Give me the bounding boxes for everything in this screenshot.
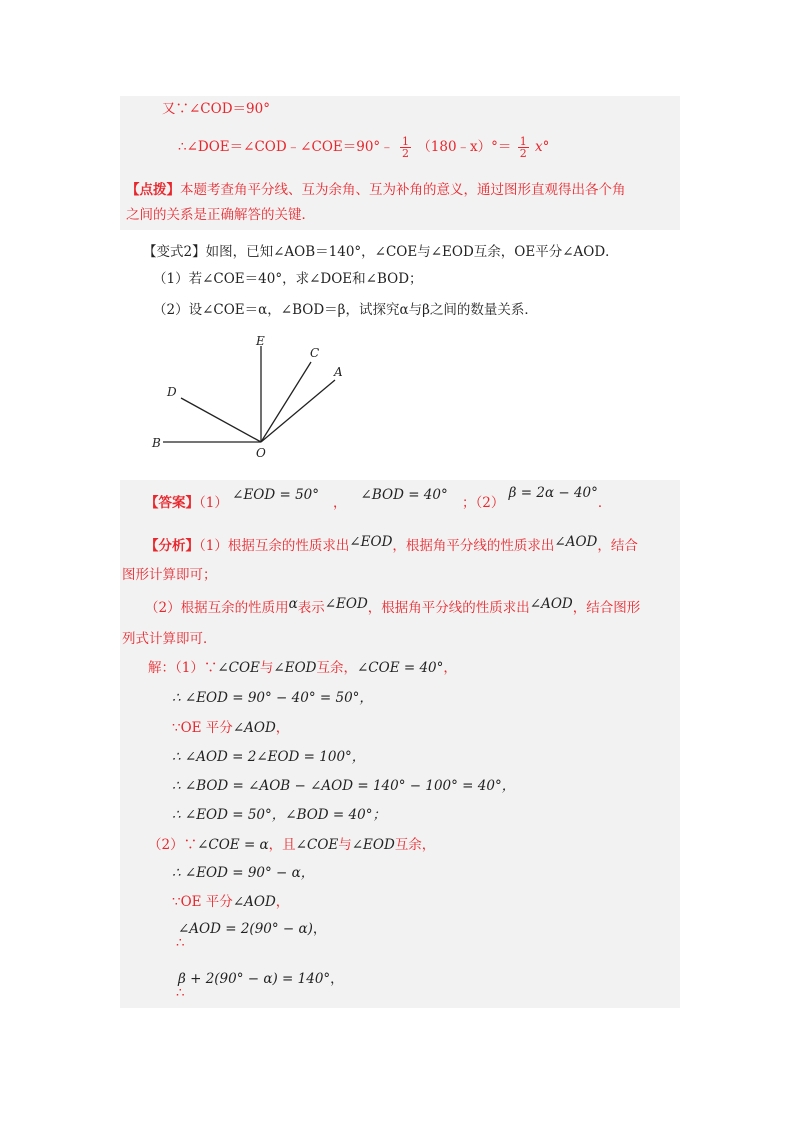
answer-line: 【答案】（1） ∠EOD = 50° ， ∠BOD = 40° ；（2） β = 2α − 40°． [145,485,612,511]
half-fraction-1: $\frac{1}{2}$ [401,135,409,160]
half-fraction-2: $\frac{1}{2}$ [519,135,527,160]
label-o: O [256,446,266,460]
label-a: A [334,365,343,379]
ray-od [181,398,261,442]
solution-line-4: ∴ ∠AOD = 2∠EOD = 100°， [172,749,366,765]
label-c: C [310,346,320,360]
therefore-1: ∴ [176,935,185,951]
tip-text-2: 之间的关系是正确解答的关键． [126,207,315,223]
analysis-line-4: 列式计算即可． [122,631,217,647]
answer-bod: ∠BOD = 40° [360,487,448,503]
tip-line-2 [126,206,315,224]
tip-line-1 [126,181,626,199]
top-line-1 [162,100,270,118]
solution-line-5: ∴ ∠BOD = ∠AOB − ∠AOD = 140° − 100° = 40°， [172,778,516,794]
tip-text-1: 本题考查角平分线、互为余角、互为补角的意义，通过图形直观得出各个角 [180,182,626,198]
solution-part2-line-1: （2）∵∠COE = α，且∠COE与∠EOD互余， [148,837,436,853]
solution-line-6: ∴ ∠EOD = 50°，∠BOD = 40°； [172,807,386,823]
analysis-tag: 【分析】 [145,538,199,554]
answer-tag: 【答案】 [145,495,199,511]
analysis-line-3: （2）根据互余的性质用α表示∠EOD，根据角平分线的性质求出∠AOD，结合图形 [145,596,641,616]
answer-eod: ∠EOD = 50° [232,487,320,503]
answer-relation: β = 2α − 40° [508,485,598,501]
label-d: D [167,385,177,399]
problem-q2: （2）设∠COE＝α，∠BOD＝β，试探究α与β之间的数量关系． [153,302,538,318]
solution-part2-line-5: β + 2(90° − α) = 140°， [178,971,344,987]
tip-tag: 【点拨】 [126,182,180,198]
analysis-line-2: 图形计算即可； [122,567,217,583]
problem-q1: （1）若∠COE＝40°，求∠DOE和∠BOD； [153,271,423,287]
ray-oc [261,362,311,442]
solution-part2-line-4: ∠AOD = 2(90° − α)， [178,921,327,937]
solution-line-1: 解：（1）∵∠COE与∠EOD互余，∠COE = 40°， [148,660,457,676]
solution-part2-line-2: ∴ ∠EOD = 90° − α， [172,865,315,881]
label-b: B [152,436,161,450]
solution-line-2: ∴ ∠EOD = 90° − 40° = 50°， [172,690,373,706]
analysis-line-1: 【分析】（1）根据互余的性质求出∠EOD，根据角平分线的性质求出∠AOD，结合 [145,534,638,554]
solution-part2-line-3: ∵OE 平分∠AOD， [172,894,290,910]
angle-figure [145,328,360,463]
solution-line-3: ∵OE 平分∠AOD， [172,720,290,736]
problem-title: 【变式2】如图，已知∠AOB＝140°，∠COE与∠EOD互余，OE平分∠AOD． [143,244,619,260]
therefore-2: ∴ [176,985,185,1001]
top-line-2 [178,136,549,159]
doe-formula-suffix: x° [535,139,550,155]
label-e: E [256,334,265,348]
cod-statement: 又∵∠COD＝90° [162,101,270,117]
doe-formula-prefix: ∴∠DOE＝∠COD﹣∠COE＝90°﹣ [178,139,394,155]
doe-formula-middle: （180﹣x）°＝ [417,139,512,155]
ray-oa [261,380,335,442]
